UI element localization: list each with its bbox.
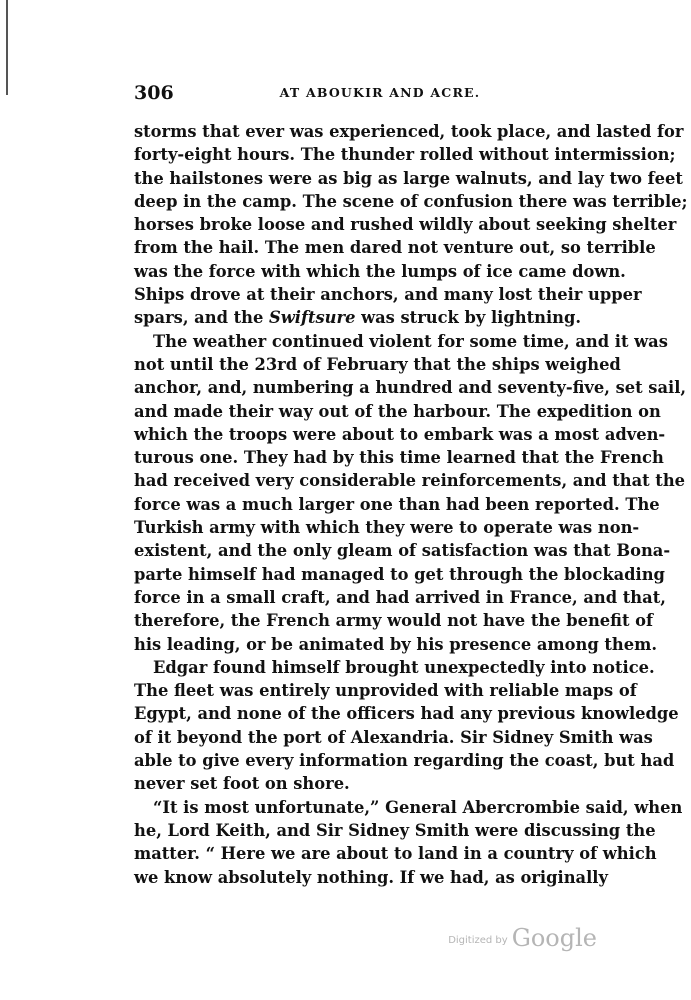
watermark-prefix: Digitized by <box>448 935 508 946</box>
page-number: 306 <box>134 82 174 104</box>
google-logo: Google <box>511 924 597 952</box>
running-head: AT ABOUKIR AND ACRE. <box>279 85 481 100</box>
text-line: force in a small craft, and had arrived in France, and that, <box>134 587 666 607</box>
text-line: able to give every information regarding the coast, but had <box>134 751 675 771</box>
text-line: parte himself had managed to get through the blockading <box>134 564 665 584</box>
text-line: The fleet was entirely unprovided with reliable maps of <box>134 681 637 701</box>
digitized-by-google-watermark <box>448 924 597 952</box>
text-line: Ships drove at their anchors, and many lost their upper <box>134 285 642 305</box>
text-line: from the hail. The men dared not venture out, so terrible <box>134 238 656 258</box>
text-line: we know absolutely nothing. If we had, as originally <box>134 867 608 887</box>
text-line: anchor, and, numbering a hundred and seventy-five, set sail, <box>134 378 687 398</box>
page-edge-line <box>6 0 8 95</box>
text-line: not until the 23rd of February that the ships weighed <box>134 354 621 374</box>
text-line: the hailstones were as big as large walnuts, and lay two feet <box>134 168 683 188</box>
body-text <box>134 120 688 889</box>
text-segment: spars, and the <box>134 308 270 328</box>
text-line: force was a much larger one than had been reported. The <box>134 494 660 514</box>
text-line: forty-eight hours. The thunder rolled without intermission; <box>134 145 676 165</box>
text-line: which the troops were about to embark was a most adven- <box>134 424 666 444</box>
text-line: his leading, or be animated by his presence among them. <box>134 634 658 654</box>
text-line: of it beyond the port of Alexandria. Sir Sidney Smith was <box>134 727 653 747</box>
ship-name: Swiftsure <box>269 308 356 328</box>
text-line: “It is most unfortunate,” General Abercrombie said, when <box>153 797 683 817</box>
text-line: horses broke loose and rushed wildly about seeking shelter <box>134 215 677 235</box>
text-line: Edgar found himself brought unexpectedly into notice. <box>153 657 655 677</box>
text-line: deep in the camp. The scene of confusion there was terrible; <box>134 191 688 211</box>
text-line: Egypt, and none of the officers had any previous knowledge <box>134 704 679 724</box>
text-line: had received very considerable reinforcements, and that the <box>134 471 686 491</box>
text-line: he, Lord Keith, and Sir Sidney Smith were discussing the <box>134 820 656 840</box>
text-line: existent, and the only gleam of satisfaction was that Bona- <box>134 541 671 561</box>
text-line: storms that ever was experienced, took place, and lasted for <box>134 122 684 141</box>
text-line: never set foot on shore. <box>134 774 350 794</box>
text-line: and made their way out of the harbour. The expedition on <box>134 401 661 421</box>
text-line: turous one. They had by this time learned that the French <box>134 448 664 468</box>
text-line: The weather continued violent for some time, and it was <box>153 331 668 351</box>
text-line: therefore, the French army would not have the benefit of <box>134 611 654 631</box>
text-segment: was struck by lightning. <box>355 308 582 328</box>
page-header <box>134 82 606 106</box>
text-line <box>134 306 606 329</box>
text-line: matter. “ Here we are about to land in a country of which <box>134 844 657 864</box>
text-line: was the force with which the lumps of ice came down. <box>134 261 626 281</box>
text-line: Turkish army with which they were to operate was non- <box>134 518 640 538</box>
